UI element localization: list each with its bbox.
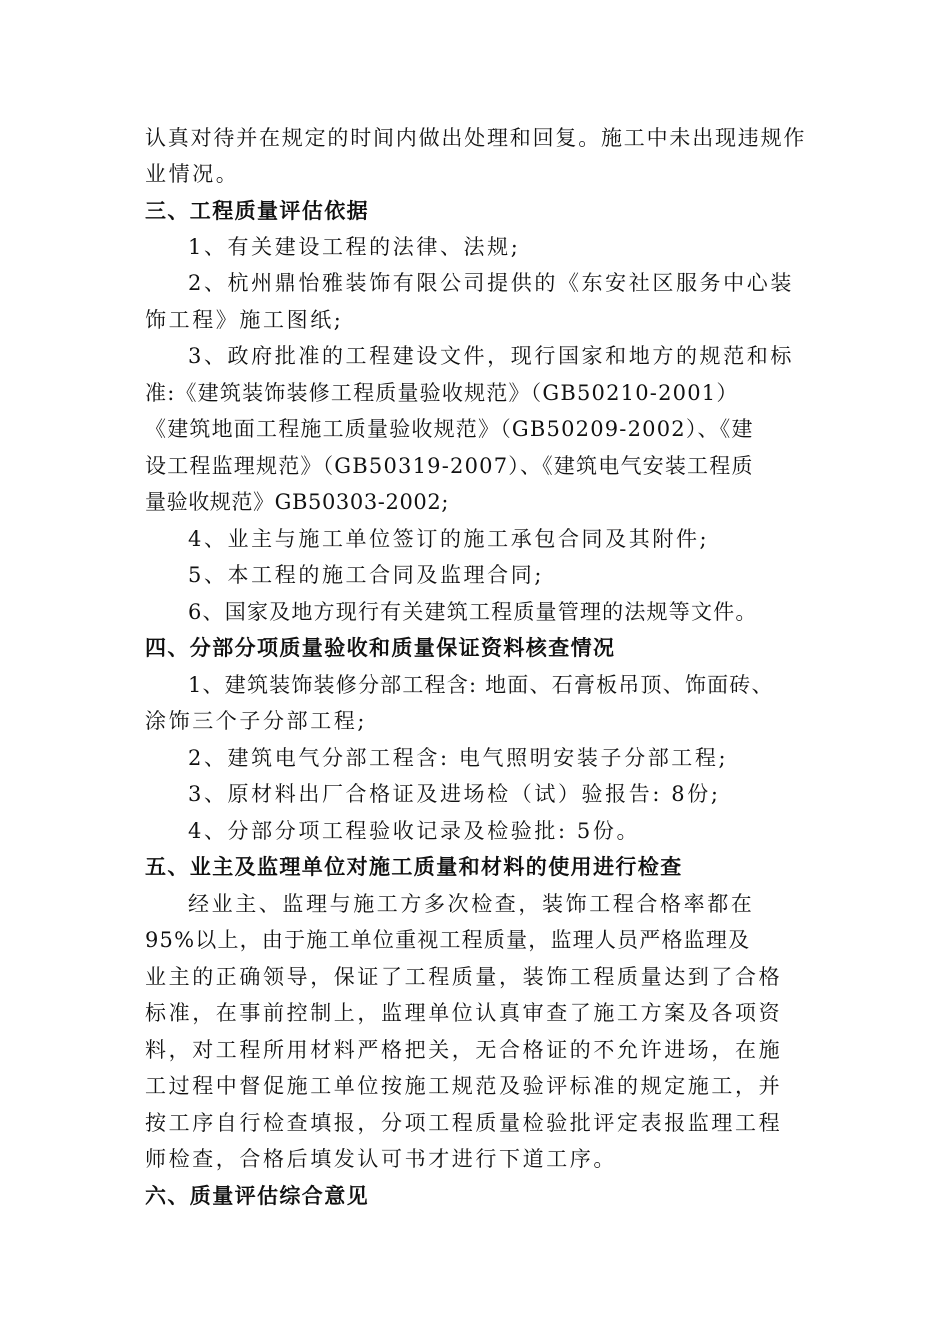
- paragraph-line: 设工程监理规范》（GB50319-2007）、《建筑电气安装工程质: [145, 454, 754, 478]
- paragraph-line: 标准，在事前控制上，监理单位认真审查了施工方案及各项资: [145, 1001, 783, 1025]
- paragraph-line: 95%以上，由于施工单位重视工程质量，监理人员严格监理及: [145, 928, 751, 952]
- paragraph-line: 师检查，合格后填发认可书才进行下道工序。: [145, 1147, 617, 1171]
- paragraph-line: 业主的正确领导，保证了工程质量，装饰工程质量达到了合格: [145, 965, 783, 989]
- section-heading-4: 四、分部分项质量验收和质量保证资料核查情况: [145, 635, 616, 660]
- section-heading-5: 五、业主及监理单位对施工质量和材料的使用进行检查: [145, 854, 683, 879]
- paragraph-line: 饰工程》施工图纸;: [145, 308, 344, 332]
- list-item: 4、分部分项工程验收记录及检验批: 5份。: [188, 819, 641, 843]
- paragraph-line: 准:《建筑装饰装修工程质量验收规范》（GB50210-2001）: [145, 381, 739, 405]
- list-item: 1、有关建设工程的法律、法规;: [188, 235, 521, 259]
- list-item: 3、政府批准的工程建设文件，现行国家和地方的规范和标: [188, 344, 794, 368]
- paragraph-line: 涂饰三个子分部工程;: [145, 709, 368, 733]
- paragraph-line: 业情况。: [145, 162, 240, 186]
- list-item: 4、业主与施工单位签订的施工承包合同及其附件;: [188, 527, 710, 551]
- section-heading-3: 三、工程质量评估依据: [145, 198, 369, 223]
- paragraph-line: 量验收规范》GB50303-2002;: [145, 490, 450, 514]
- paragraph-line: 料，对工程所用材料严格把关，无合格证的不允许进场，在施: [145, 1038, 783, 1062]
- list-item: 2、杭州鼎怡雅装饰有限公司提供的《东安社区服务中心装: [188, 271, 794, 295]
- list-item: 2、建筑电气分部工程含: 电气照明安装子分部工程;: [188, 746, 729, 770]
- list-item: 6、国家及地方现行有关建筑工程质量管理的法规等文件。: [188, 600, 758, 624]
- paragraph-line: 经业主、监理与施工方多次检查，装饰工程合格率都在: [188, 892, 755, 916]
- list-item: 5、本工程的施工合同及监理合同;: [188, 563, 545, 587]
- list-item: 1、建筑装饰装修分部工程含: 地面、石膏板吊顶、饰面砖、: [188, 673, 774, 697]
- list-item: 3、原材料出厂合格证及进场检（试）验报告: 8份;: [188, 782, 721, 806]
- paragraph-line: 认真对待并在规定的时间内做出处理和回复。施工中未出现违规作: [145, 126, 807, 150]
- paragraph-line: 按工序自行检查填报，分项工程质量检验批评定表报监理工程: [145, 1111, 783, 1135]
- section-heading-6: 六、质量评估综合意见: [145, 1183, 369, 1208]
- paragraph-line: 《建筑地面工程施工质量验收规范》（GB50209-2002）、《建: [145, 417, 754, 441]
- paragraph-line: 工过程中督促施工单位按施工规范及验评标准的规定施工，并: [145, 1074, 783, 1098]
